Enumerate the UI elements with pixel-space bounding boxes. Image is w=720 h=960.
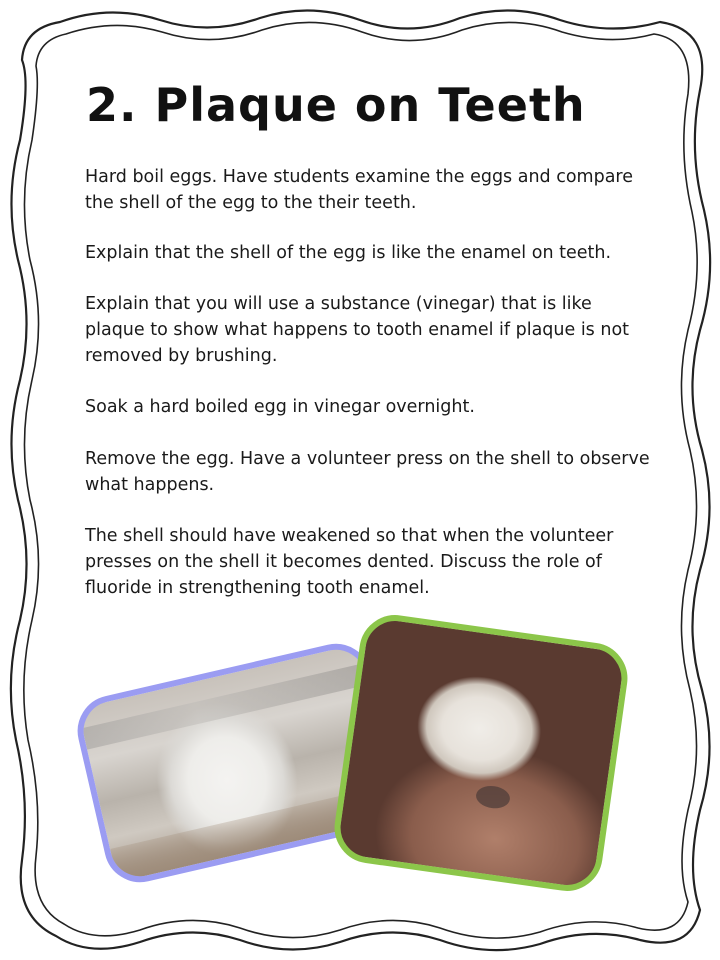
dented-egg-photo: [330, 610, 632, 895]
instruction-paragraph-5: Remove the egg. Have a volunteer press on the shell to observe what happens.: [85, 449, 650, 495]
instruction-paragraph-3: Explain that you will use a substance (vinegar) that is like plaque to show what happens to tooth enamel if plaque is not removed by brushing.: [85, 294, 630, 366]
instruction-paragraph-1: Hard boil eggs. Have students examine the eggs and compare the shell of the egg to the their teeth.: [85, 167, 634, 213]
page-title: 2. Plaque on Teeth: [86, 78, 586, 132]
instruction-paragraph-4: Soak a hard boiled egg in vinegar overnight.: [85, 397, 475, 417]
fingernail: [475, 784, 512, 811]
instruction-paragraph-6: The shell should have weakened so that when the volunteer presses on the shell it becomes dented. Discuss the role of fluoride in strengthening tooth enamel.: [85, 526, 614, 598]
instruction-paragraph-2: Explain that the shell of the egg is like the enamel on teeth.: [85, 243, 612, 263]
